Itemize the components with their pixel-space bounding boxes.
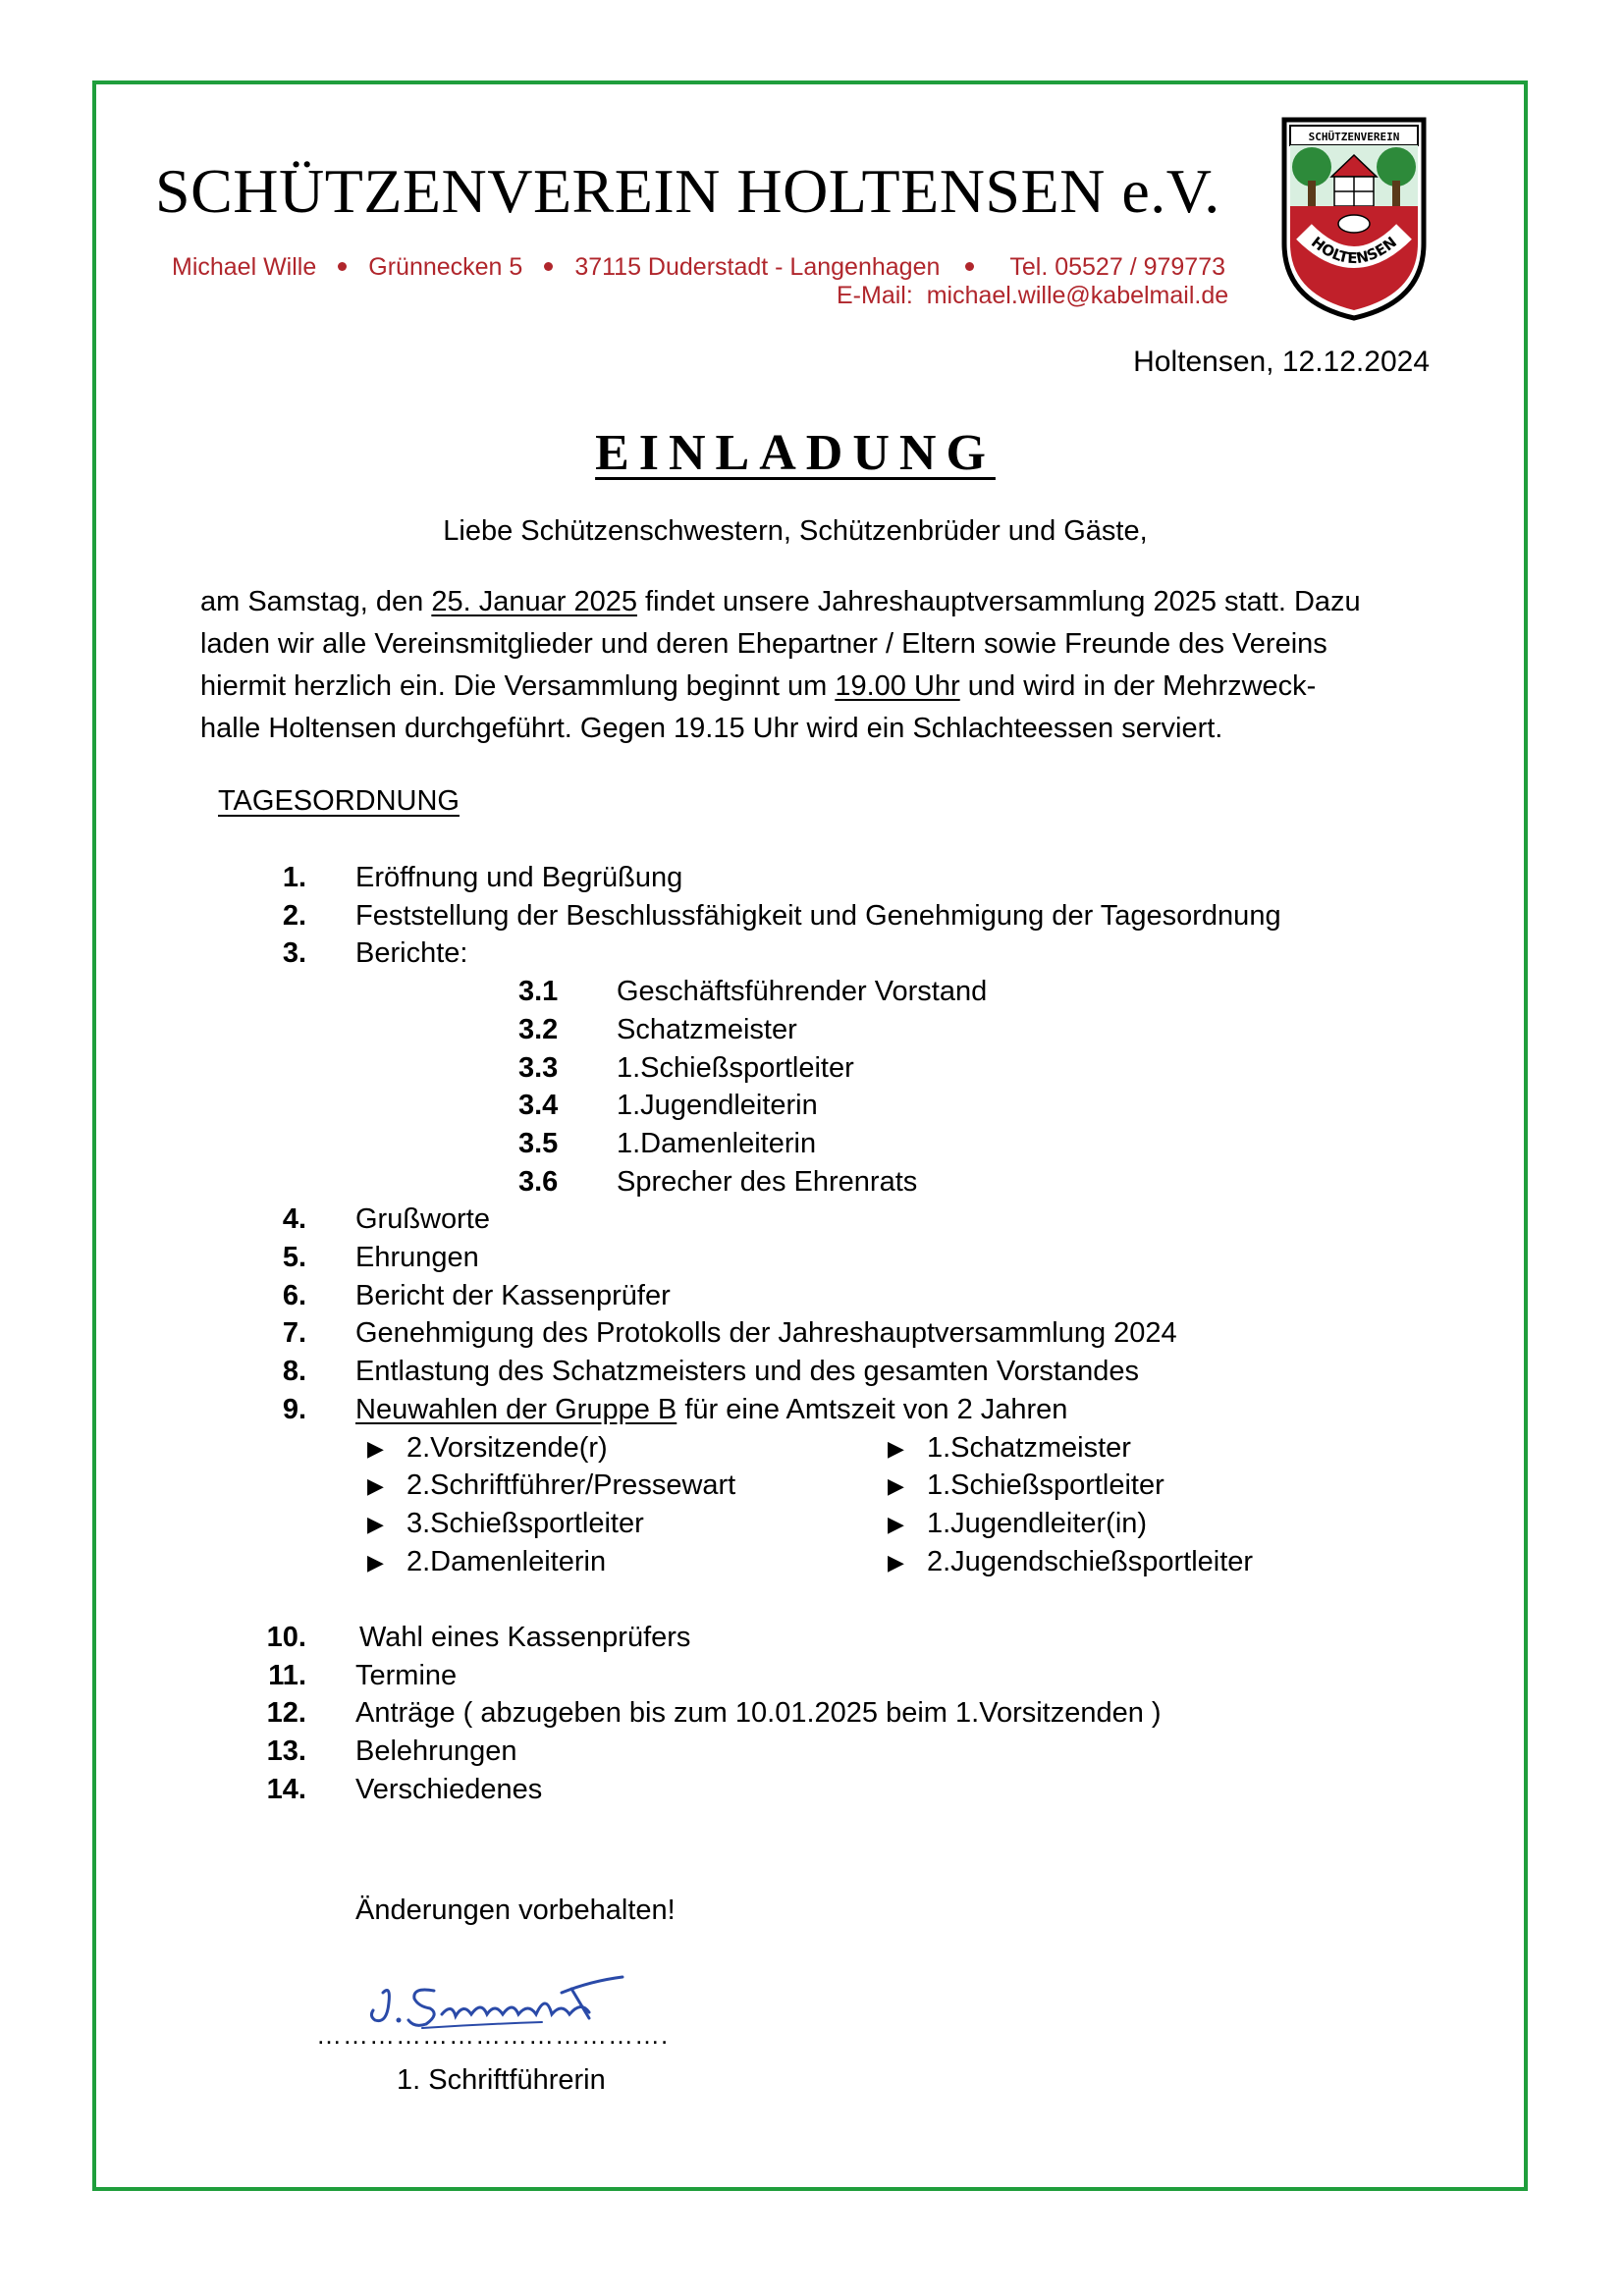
subitem-text: Sprecher des Ehrenrats: [617, 1165, 918, 1198]
email-line: [837, 282, 1228, 310]
election-position: 2.Schriftführer/Pressewart: [406, 1469, 736, 1502]
subitem-number: 3.2: [518, 1013, 559, 1045]
triangle-bullet-icon: ▶: [367, 1511, 384, 1536]
subitem-text: Schatzmeister: [617, 1013, 797, 1045]
agenda-item-number: 10.: [266, 1622, 306, 1653]
subitem-number: 3.5: [518, 1127, 559, 1159]
bullet-icon: [338, 262, 347, 271]
agenda-item-text: Genehmigung des Protokolls der Jahreshauptversammlung 2024: [355, 1317, 1177, 1350]
subitem-text: 1.Jugendleiterin: [617, 1090, 818, 1122]
subitem-text: 1.Damenleiterin: [617, 1127, 817, 1159]
agenda-item-text: Neuwahlen der Gruppe B für eine Amtszeit von 2 Jahren: [355, 1393, 1068, 1425]
subitem-text: 1.Schießsportleiter: [617, 1051, 854, 1084]
meeting-date: 25. Januar 2025: [431, 586, 637, 617]
agenda-item-text: Entlastung des Schatzmeisters und des gesamten Vorstandes: [355, 1356, 1139, 1388]
document-heading: EINLADUNG: [595, 425, 996, 481]
agenda-item-number: 5.: [282, 1242, 306, 1273]
agenda-item-number: 4.: [282, 1203, 306, 1236]
election-position: 1.Schießsportleiter: [927, 1469, 1164, 1502]
logo-bottom-text: HOLTENSEN: [1308, 233, 1400, 268]
agenda-item-text: Anträge ( abzugeben bis zum 10.01.2025 beim 1.Vorsitzenden ): [355, 1697, 1162, 1730]
changes-note: Änderungen vorbehalten!: [355, 1895, 676, 1926]
agenda-item-number: 6.: [282, 1279, 306, 1311]
agenda-item-text: Wahl eines Kassenprüfers: [359, 1622, 691, 1653]
club-title: SCHÜTZENVEREIN HOLTENSEN e.V.: [155, 156, 1220, 226]
contact-phone: Tel. 05527 / 979773: [1009, 253, 1226, 281]
invitation-body: [200, 581, 1447, 750]
agenda-heading: TAGESORDNUNG: [218, 785, 460, 817]
agenda-item-text: Berichte:: [355, 937, 468, 970]
agenda-item-number: 12.: [266, 1697, 306, 1730]
agenda-item-number: 8.: [282, 1356, 306, 1388]
agenda-item-number: 14.: [266, 1773, 306, 1805]
logo-top-text: SCHÜTZENVEREIN: [1308, 131, 1400, 143]
agenda-item-number: 9.: [282, 1393, 306, 1425]
agenda-item-text: Ehrungen: [355, 1242, 479, 1273]
subitem-number: 3.4: [518, 1090, 559, 1122]
agenda-item-number: 7.: [282, 1317, 306, 1350]
election-position: 1.Schatzmeister: [927, 1431, 1131, 1464]
elections-group: Neuwahlen der Gruppe B: [355, 1393, 677, 1425]
body-line-1: am Samstag, den 25. Januar 2025 findet unsere Jahreshauptversammlung 2025 statt. Dazu: [200, 586, 1361, 617]
election-position: 2.Damenleiterin: [406, 1545, 607, 1577]
election-position: 2.Jugendschießsportleiter: [927, 1545, 1254, 1577]
date-line: Holtensen, 12.12.2024: [1133, 346, 1430, 378]
signature-line: ………………………………….: [316, 2020, 670, 2050]
triangle-bullet-icon: ▶: [367, 1435, 384, 1461]
agenda-item-number: 2.: [282, 899, 306, 932]
subitem-number: 3.1: [518, 976, 559, 1008]
bullet-icon: [544, 262, 553, 271]
agenda-item-text: Verschiedenes: [355, 1773, 543, 1805]
meeting-time: 19.00 Uhr: [835, 670, 960, 702]
agenda-item-text: Feststellung der Beschlussfähigkeit und Genehmigung der Tagesordnung: [355, 899, 1281, 932]
election-position: 2.Vorsitzende(r): [406, 1431, 608, 1464]
agenda-item-number: 13.: [266, 1735, 306, 1768]
triangle-bullet-icon: ▶: [888, 1435, 904, 1461]
signature-role: 1. Schriftführerin: [397, 2064, 606, 2096]
election-position: 3.Schießsportleiter: [406, 1507, 644, 1539]
bullet-icon: [965, 262, 974, 271]
body-line-3: hiermit herzlich ein. Die Versammlung beginnt um 19.00 Uhr und wird in der Mehrzweck-: [200, 670, 1317, 702]
club-crest-logo: [1280, 116, 1428, 322]
email-label: E-Mail:: [837, 282, 913, 309]
agenda-item-text: Belehrungen: [355, 1735, 517, 1768]
body-line-2: laden wir alle Vereinsmitglieder und deren Ehepartner / Eltern sowie Freunde des Vereins: [200, 628, 1327, 660]
triangle-bullet-icon: ▶: [367, 1549, 384, 1575]
greeting: Liebe Schützenschwestern, Schützenbrüder und Gäste,: [443, 515, 1148, 547]
contact-street: Grünnecken 5: [368, 253, 523, 281]
subitem-number: 3.6: [518, 1165, 559, 1198]
agenda-item-text: Termine: [355, 1659, 458, 1691]
triangle-bullet-icon: ▶: [888, 1473, 904, 1499]
contact-line: [172, 253, 1225, 282]
subitem-number: 3.3: [518, 1051, 559, 1084]
body-line-4: halle Holtensen durchgeführt. Gegen 19.15 Uhr wird ein Schlachteessen serviert.: [200, 713, 1223, 744]
agenda-item-text: Bericht der Kassenprüfer: [355, 1279, 671, 1311]
subitem-text: Geschäftsführender Vorstand: [617, 976, 988, 1008]
agenda-item-text: Grußworte: [355, 1203, 490, 1236]
triangle-bullet-icon: ▶: [888, 1549, 904, 1575]
triangle-bullet-icon: ▶: [888, 1511, 904, 1536]
email-address[interactable]: michael.wille@kabelmail.de: [926, 282, 1229, 309]
agenda-item-number: 3.: [282, 937, 306, 970]
agenda-item-number: 1.: [282, 862, 306, 893]
agenda-item-text: Eröffnung und Begrüßung: [355, 862, 683, 893]
election-position: 1.Jugendleiter(in): [927, 1507, 1148, 1539]
agenda-item-number: 11.: [268, 1659, 306, 1691]
contact-name: Michael Wille: [172, 253, 317, 281]
triangle-bullet-icon: ▶: [367, 1473, 384, 1499]
contact-city: 37115 Duderstadt - Langenhagen: [574, 253, 941, 281]
